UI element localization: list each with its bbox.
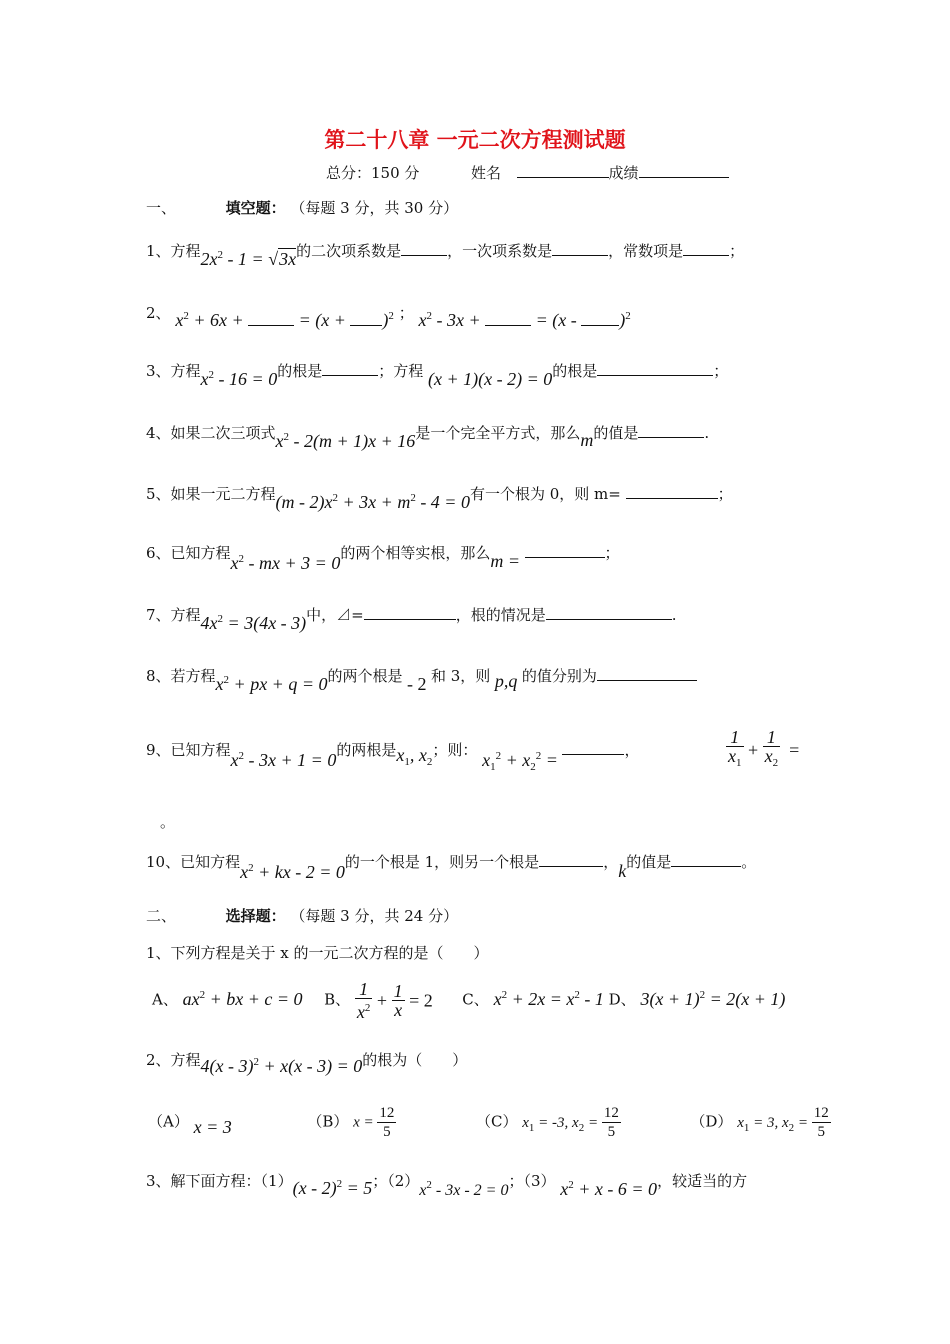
question-text: ， bbox=[603, 853, 619, 871]
question-text: ，较适当的方 bbox=[657, 1172, 748, 1190]
question-7 bbox=[146, 600, 677, 633]
question-text: 的根是 bbox=[277, 362, 323, 380]
answer-blank[interactable] bbox=[562, 740, 624, 755]
question-text: ； bbox=[604, 544, 620, 562]
equation: $x^2 - 2(m + 1)x + 16$ bbox=[275, 431, 416, 451]
question-text: 9、已知方程 bbox=[146, 741, 231, 759]
question-text: ； bbox=[713, 362, 729, 380]
equation: $x^2 - 3x + 1 = 0$ bbox=[230, 750, 337, 770]
option-a-equation: $ax^2$ + bx + c = 0 bbox=[182, 988, 303, 1009]
question-text: 7、方程 bbox=[146, 606, 201, 624]
question-text: ；（2） bbox=[372, 1172, 420, 1190]
question-text: . bbox=[671, 606, 677, 624]
option-c-equation: $x^2 + 2x = x^2 - 1$ bbox=[493, 988, 604, 1009]
question-text: 1、方程 bbox=[146, 242, 201, 260]
question-8 bbox=[146, 661, 697, 694]
equation: $x^2$ - mx + 3 = 0 bbox=[230, 553, 341, 573]
option-d-label[interactable]: D、 bbox=[608, 990, 636, 1009]
question-text: 的两个相等实根，那么 bbox=[340, 544, 491, 562]
question-5 bbox=[146, 479, 733, 512]
question-10 bbox=[146, 847, 757, 882]
equation: m bbox=[580, 430, 594, 450]
question-text: 10、已知方程 bbox=[146, 853, 241, 871]
option-c-label[interactable]: C、 bbox=[462, 990, 489, 1009]
question-text: ； bbox=[717, 485, 733, 503]
question-9 bbox=[146, 735, 640, 773]
question-text: ；（3） bbox=[508, 1172, 556, 1190]
question-3 bbox=[146, 356, 729, 389]
answer-blank[interactable] bbox=[552, 241, 608, 256]
option-a-label[interactable]: （A） bbox=[148, 1112, 189, 1131]
section-name: 填空题： bbox=[225, 199, 286, 217]
question-text: 3、解下面方程：（1） bbox=[146, 1172, 293, 1190]
question-text: 。 bbox=[741, 853, 757, 871]
question-text: 5、如果一元二方程 bbox=[146, 485, 276, 503]
equation: k bbox=[618, 861, 627, 881]
equation: $(m - 2)x^2 + 3x + m^2 - 4 = 0$ bbox=[275, 492, 470, 512]
equation: (x + 1)(x - 2) = 0 bbox=[428, 369, 553, 389]
section-number: 二、 bbox=[146, 907, 177, 925]
question-text: ； bbox=[398, 304, 414, 322]
exam-header bbox=[326, 163, 729, 183]
equation: $x_1^2 + x_2^2$ = bbox=[482, 750, 563, 773]
equation: $x^2$ + kx - 2 = 0 bbox=[240, 862, 345, 882]
choice-question-2 bbox=[146, 1045, 468, 1076]
equation: (x - 2)$^2$ = 5 bbox=[292, 1178, 373, 1198]
question-9-end: 。 bbox=[160, 813, 176, 831]
section-fill-in-heading bbox=[146, 198, 458, 218]
question-text: 的根为（ ） bbox=[362, 1051, 468, 1069]
answer-blank[interactable] bbox=[401, 241, 447, 256]
choice-question-3 bbox=[146, 1166, 748, 1199]
question-text: 的一个根是 1，则另一个根是 bbox=[344, 853, 540, 871]
equation: $4x^2 = 3(4x - 3)$ bbox=[200, 613, 307, 633]
question-2 bbox=[146, 298, 631, 330]
question-text: 的两根是 bbox=[336, 741, 397, 759]
question-text: ；方程 bbox=[378, 362, 424, 380]
answer-blank[interactable] bbox=[683, 241, 729, 256]
question-text: 2、方程 bbox=[146, 1051, 201, 1069]
answer-blank[interactable] bbox=[638, 423, 704, 438]
equation: - 2 bbox=[402, 674, 431, 694]
answer-blank[interactable] bbox=[322, 361, 378, 376]
equation: 4(x - 3)$^2$ + x(x - 3) = 0 bbox=[200, 1056, 363, 1076]
equation: $x^2 + 6x$ + = $(x + )^2$ bbox=[175, 310, 394, 330]
page-title: 第二十八章 一元二次方程测试题 bbox=[324, 128, 626, 152]
option-d-equation: $x_1 = 3$, $x_2$ = bbox=[737, 1114, 812, 1134]
choice-1-options: A、 $ax^2$ + bx + c = 0 B、 $\frac{1}{x^2}$ + $\frac{1}{x}$ = 2 C、 $x^2 + 2x = x^2 - 1$ D、 $3(x + 1)^2 = 2(x + 1)$ bbox=[152, 979, 786, 1022]
equation: p,q bbox=[490, 671, 522, 691]
section-note: （每题 3 分，共 30 分） bbox=[290, 199, 459, 217]
option-b-fraction: $\frac{1}{x^2}$ bbox=[356, 979, 371, 1022]
option-d-label[interactable]: （D） bbox=[690, 1112, 733, 1131]
score-blank[interactable] bbox=[639, 163, 729, 178]
reciprocal-sum: $\frac{1}{x_1}$ + $\frac{1}{x_2}$ = bbox=[728, 727, 800, 769]
question-text: 3、方程 bbox=[146, 362, 201, 380]
question-text: 中，⊿= bbox=[306, 606, 364, 624]
equation: m = bbox=[490, 551, 525, 571]
question-text: 的值分别为 bbox=[521, 667, 597, 685]
answer-blank[interactable] bbox=[539, 852, 603, 867]
question-text: ； bbox=[729, 242, 745, 260]
question-text: 6、已知方程 bbox=[146, 544, 231, 562]
question-1 bbox=[146, 236, 745, 269]
question-text: . bbox=[704, 424, 710, 442]
total-score-label: 总分：150 分 bbox=[326, 164, 420, 182]
answer-blank[interactable] bbox=[597, 361, 713, 376]
option-d-equation: $3(x + 1)^2 = 2(x + 1)$ bbox=[640, 988, 786, 1009]
option-c-equation: $x_1 = -3$, $x_2$ = bbox=[522, 1114, 602, 1134]
question-text: ，根的情况是 bbox=[455, 606, 546, 624]
question-text: 是一个完全平方式，那么 bbox=[415, 424, 581, 442]
answer-blank[interactable] bbox=[525, 543, 605, 558]
question-text: 的值是 bbox=[593, 424, 639, 442]
equation: $x_1$, $x_2$ bbox=[396, 745, 433, 768]
equation: $x^2 - 3x - 2 = 0$ bbox=[419, 1179, 509, 1199]
answer-blank[interactable] bbox=[364, 605, 456, 620]
answer-blank[interactable] bbox=[546, 605, 672, 620]
question-text: 的根是 bbox=[552, 362, 598, 380]
equation: $x^2 - 3x$ + = (x - )$^2$ bbox=[418, 310, 631, 330]
section-choice-heading bbox=[146, 906, 458, 926]
question-text: 4、如果二次三项式 bbox=[146, 424, 276, 442]
question-text: 的值是 bbox=[626, 853, 672, 871]
equation: $2x^2 - 1 = √3x$ bbox=[200, 249, 297, 269]
option-b-label[interactable]: （B） bbox=[307, 1112, 349, 1131]
question-text: 的二次项系数是 bbox=[296, 242, 402, 260]
name-label: 姓名 bbox=[470, 164, 501, 182]
option-a-label[interactable]: A、 bbox=[152, 990, 178, 1009]
answer-blank[interactable] bbox=[597, 666, 697, 681]
question-text: ；则： bbox=[432, 741, 478, 759]
option-b-equation: x = bbox=[353, 1114, 378, 1131]
question-text: 的两个根是 bbox=[327, 667, 403, 685]
section-note: （每题 3 分，共 24 分） bbox=[290, 907, 459, 925]
question-6 bbox=[146, 538, 620, 573]
choice-2-options: （A） x = 3 （B） x = $\frac{12}{5}$ （C） $x_1 = -3$, $x_2$ = $\frac{12}{5}$ （D） $x_1 = 3$, $x_2$ = $\frac{12}{5}$ bbox=[148, 1105, 829, 1140]
section-name: 选择题： bbox=[225, 907, 286, 925]
score-label: 成绩 bbox=[608, 164, 639, 182]
equation: $x^2 + x - 6 = 0$ bbox=[560, 1179, 658, 1199]
option-a-equation: x = 3 bbox=[193, 1116, 232, 1137]
answer-blank[interactable] bbox=[671, 852, 741, 867]
choice-question-1: 1、下列方程是关于 x 的一元二次方程的是（ ） bbox=[146, 944, 489, 962]
question-text: ，一次项系数是 bbox=[447, 242, 553, 260]
section-number: 一、 bbox=[146, 199, 177, 217]
question-text: ， bbox=[624, 741, 640, 759]
answer-blank[interactable] bbox=[626, 484, 718, 499]
question-text: 8、若方程 bbox=[146, 667, 216, 685]
name-blank[interactable] bbox=[517, 163, 609, 178]
option-c-label[interactable]: （C） bbox=[475, 1112, 518, 1131]
equation: $x^2$ + px + q = 0 bbox=[215, 674, 328, 694]
option-b-label[interactable]: B、 bbox=[324, 990, 351, 1009]
question-4 bbox=[146, 418, 710, 451]
question-text: 和 3，则 bbox=[431, 667, 491, 685]
question-text: 2、 bbox=[146, 304, 171, 322]
question-text: 有一个根为 0，则 m= bbox=[469, 485, 621, 503]
question-text: ，常数项是 bbox=[608, 242, 684, 260]
equation: $x^2 - 16 = 0$ bbox=[200, 369, 278, 389]
